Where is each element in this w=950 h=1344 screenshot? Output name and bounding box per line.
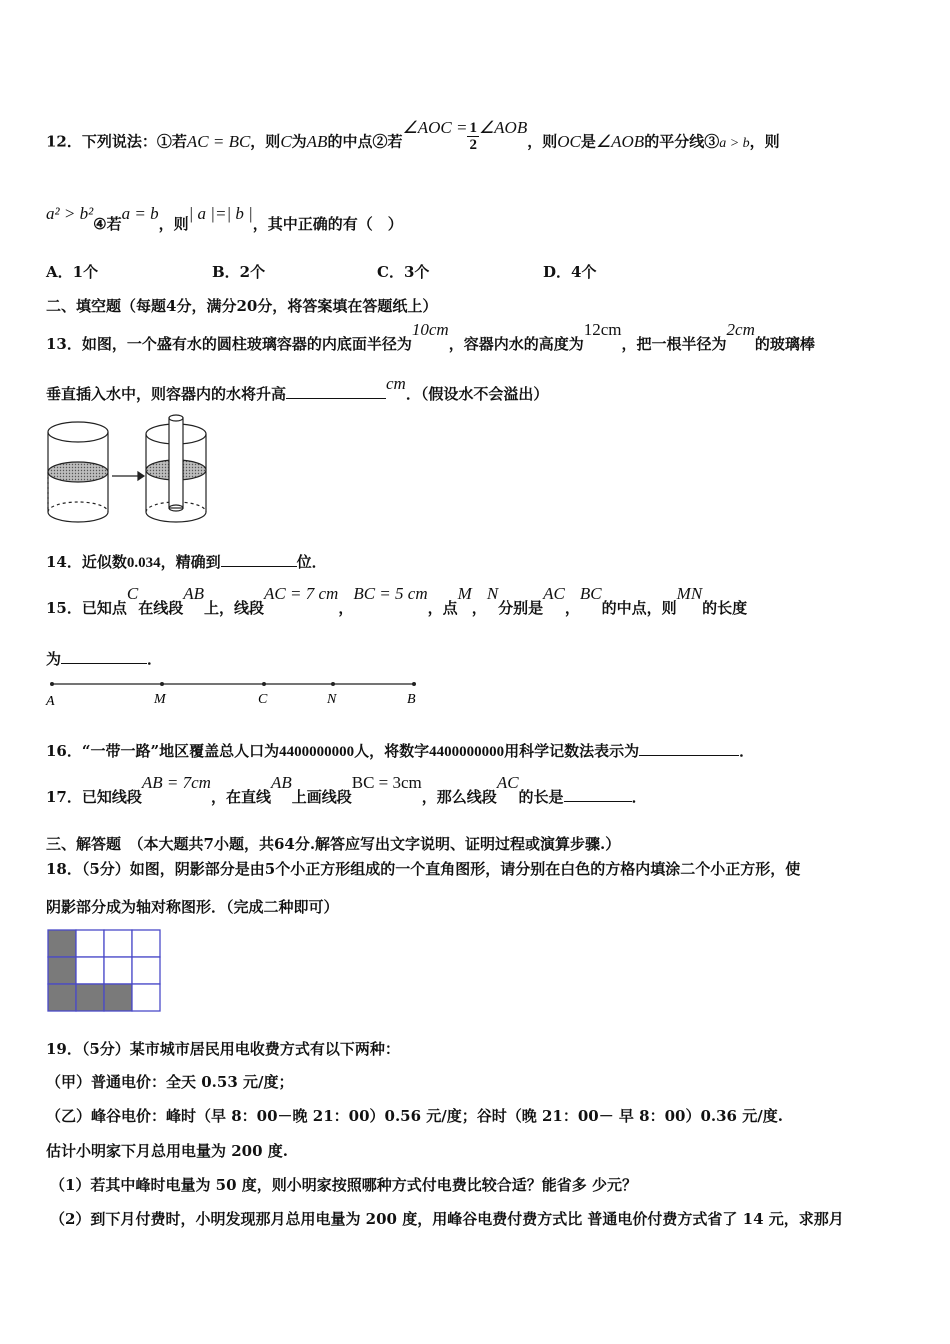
grid-cell-empty[interactable] [132, 957, 160, 984]
text: 17．已知线段 [46, 788, 142, 806]
q12-option-c: C．3个 [377, 263, 430, 281]
text: 15．已知点 [46, 599, 127, 617]
q12-option-a: A．1个 [46, 263, 99, 281]
q19-line5: （1）若其中峰时电量为 50 度，则小明家按照哪种方式付电费比较合适？能省多 少元？ [50, 1176, 637, 1194]
q12-option-b: B．2个 [212, 263, 266, 281]
q12-line2 [46, 204, 403, 234]
math-bc-5cm: BC = 5 cm [353, 584, 428, 603]
cylinder-right [146, 415, 206, 522]
text: ，其中正确的有（ ） [252, 215, 403, 233]
text: 用科学记数法表示为 [504, 742, 640, 760]
math-mn: MN [676, 584, 703, 603]
math-bc-3cm: BC = 3cm [351, 773, 422, 792]
q15-line1 [46, 584, 748, 618]
text: ，容器内水的高度为 [448, 335, 584, 353]
point-c-label: C [258, 692, 268, 707]
answer-blank[interactable] [61, 649, 147, 664]
math-a2-gt-b2: a² > b² [46, 204, 94, 223]
text: ． [147, 650, 163, 668]
q13-line2 [46, 374, 549, 404]
grid-figure [46, 928, 166, 1016]
text: ，那么线段 [421, 788, 497, 806]
grid-cell-empty[interactable] [104, 930, 132, 957]
math-ab: AB [306, 131, 328, 151]
math-c: C [126, 584, 139, 603]
text: 上，线段 [204, 599, 265, 617]
math-2cm: 2cm [726, 320, 755, 339]
q13-line1 [46, 320, 815, 354]
math-ac-eq-bc: AC = BC [186, 131, 251, 151]
q14-line [46, 551, 327, 572]
point-m-dot [160, 682, 164, 686]
point-a-label: A [46, 694, 55, 709]
math-abs-equal: | a |=| b | [188, 204, 253, 223]
text: ④若 [93, 215, 122, 233]
text: 13．如图，一个盛有水的圆柱玻璃容器的内底面半径为 [46, 335, 412, 353]
number: 0.034 [126, 555, 161, 571]
math-10cm: 10cm [411, 320, 449, 339]
grid-cell-shaded [48, 957, 76, 984]
text: 14．近似数 [46, 553, 127, 571]
math-ac: AC [496, 773, 519, 792]
text: ，则 [749, 132, 780, 151]
arrow-icon [112, 472, 144, 480]
grid-cell-empty[interactable] [132, 984, 160, 1011]
text: 的长是 [518, 788, 564, 806]
text: 位． [296, 553, 327, 571]
section3-title: 三、解答题 （本大题共7小题，共64分.解答应写出文字说明、证明过程或演算步骤.） [46, 835, 621, 853]
q19-line1: 19．（5分）某市城市居民用电收费方式有以下两种： [46, 1040, 400, 1058]
q16-line [46, 740, 754, 761]
text: 垂直插入水中，则容器内的水将升高 [46, 385, 287, 403]
text: 分别是 [498, 599, 544, 617]
text: ，精确到 [160, 553, 221, 571]
math-m: M [457, 584, 472, 603]
math-ab-7cm: AB = 7cm [141, 773, 211, 792]
frac-den: 2 [469, 137, 477, 153]
q12-option-d: D．4个 [543, 263, 597, 281]
q12-line1 [46, 117, 780, 159]
grid-cell-shaded [104, 984, 132, 1011]
text: 是 [580, 132, 596, 151]
text: ，在直线 [210, 788, 271, 806]
math-n: N [486, 584, 499, 603]
grid-cell-shaded [48, 984, 76, 1011]
grid-cell-empty[interactable] [76, 930, 104, 957]
text: 为 [46, 650, 62, 668]
text: 人，将数字 [354, 742, 430, 760]
point-m-label: M [154, 692, 166, 707]
text: 16．“一带一路”地区覆盖总人口为 [46, 742, 280, 760]
grid-cell-shaded [48, 930, 76, 957]
text: 上画线段 [291, 788, 352, 806]
text: 在线段 [138, 599, 184, 617]
math-ac: AC [543, 584, 565, 603]
grid-cell-empty[interactable] [132, 930, 160, 957]
text: 的中点②若 [327, 132, 403, 151]
text: 的平分线③ [644, 132, 720, 151]
point-c-dot [262, 682, 266, 686]
math-oc: OC [557, 131, 581, 151]
text: ． [739, 742, 755, 760]
text: ，点 [427, 599, 458, 617]
math-ab: AB [183, 584, 205, 603]
q18-line1: 18．（5分）如图，阴影部分是由5个小正方形组成的一个直角图形，请分别在白色的方格内填涂二个小正方形，使 [46, 860, 801, 878]
math-a-gt-b: a > b [719, 135, 750, 151]
text: ，把一根半径为 [621, 335, 727, 353]
frac-num: 1 [469, 120, 477, 136]
answer-blank[interactable] [221, 552, 297, 567]
q17-line [46, 773, 647, 807]
math-bc: BC [579, 584, 602, 603]
math-angle-aob: ∠AOB [595, 131, 645, 151]
math-12cm: 12cm [583, 320, 622, 339]
math-angle-aob: ∠AOB [478, 117, 528, 137]
point-a-dot [50, 682, 54, 686]
text: ，则 [158, 215, 189, 233]
math-ab: AB [270, 773, 292, 792]
answer-blank[interactable] [639, 741, 739, 756]
grid-cell-empty[interactable] [76, 957, 104, 984]
text: ， [564, 599, 580, 617]
q15-line2 [46, 648, 162, 669]
point-b-dot [412, 682, 416, 686]
text: ，则 [527, 132, 558, 151]
text: ，则 [250, 132, 281, 151]
q19-line2: （甲）普通电价：全天 0.53 元/度； [46, 1073, 294, 1091]
math-angle-aoc: ∠AOC = [402, 117, 468, 137]
number: 4400000000 [279, 744, 355, 760]
section2-title: 二、填空题（每题4分，满分20分，将答案填在答题纸上） [46, 297, 438, 315]
fraction-half [467, 120, 479, 153]
q19-line6: （2）到下月付费时，小明发现那月总用电量为 200 度，用峰谷电费付费方式比 普通电价付费方式省了 14 元，求那月 [50, 1210, 844, 1228]
grid-cell-shaded [76, 984, 104, 1011]
text: 的长度 [702, 599, 748, 617]
answer-blank[interactable] [564, 787, 632, 802]
text: ． [631, 788, 647, 806]
grid-cell-empty[interactable] [104, 957, 132, 984]
number: 4400000000 [429, 744, 505, 760]
point-n-label: N [327, 692, 337, 707]
math-cm: cm [386, 374, 406, 393]
segment-figure [40, 676, 430, 712]
text: ， [338, 599, 354, 617]
text: 的玻璃棒 [754, 335, 815, 353]
q19-line4: 估计小明家下月总用电量为 200 度. [46, 1142, 288, 1160]
answer-blank[interactable] [286, 384, 386, 399]
text: ．（假设水不会溢出） [405, 385, 549, 403]
q18-line2: 阴影部分成为轴对称图形．（完成二种即可） [46, 898, 339, 916]
cylinder-left [48, 422, 108, 522]
text: 为 [291, 132, 307, 151]
text: 的中点，则 [601, 599, 677, 617]
cylinder-figure [44, 412, 214, 532]
math-c: C [280, 131, 292, 151]
point-b-label: B [407, 692, 416, 707]
text: 12．下列说法：①若 [46, 132, 187, 151]
math-ac-7cm: AC = 7 cm [264, 584, 339, 603]
math-a-eq-b: a = b [121, 204, 159, 223]
point-n-dot [331, 682, 335, 686]
q19-line3: （乙）峰谷电价：峰时（早 8：00－晚 21：00）0.56 元/度；谷时（晚 21：00－ 早 8：00）0.36 元/度. [46, 1107, 783, 1125]
text: ， [471, 599, 487, 617]
